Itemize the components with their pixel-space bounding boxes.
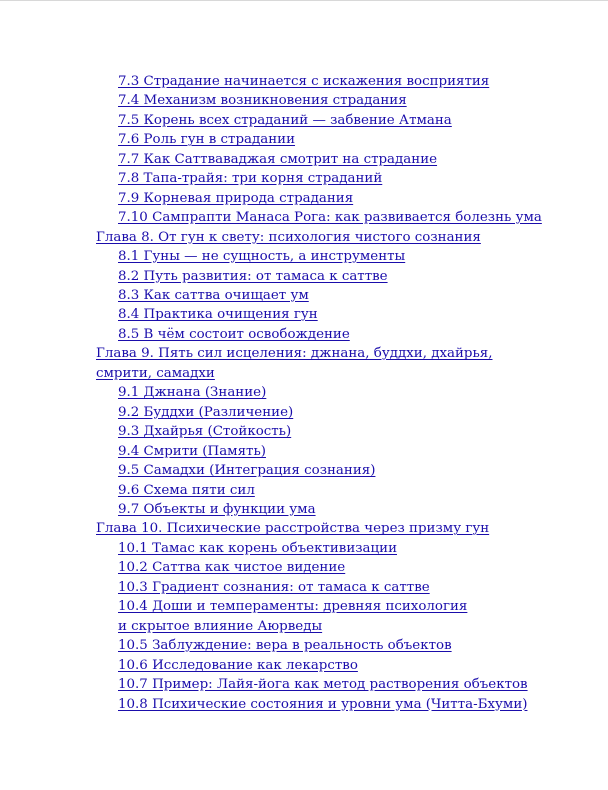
toc-section-link[interactable]: 7.6 Роль гун в страдании: [118, 132, 296, 148]
toc-section-link[interactable]: 7.4 Механизм возникновения страдания: [118, 93, 407, 109]
toc-section-link[interactable]: 10.1 Тамас как корень объективизации: [118, 540, 397, 556]
toc-section-link[interactable]: 7.5 Корень всех страданий — забвение Атмана: [118, 112, 452, 128]
toc-section-link[interactable]: 10.8 Психические состояния и уровни ума (Читта-Бхуми): [118, 696, 528, 712]
toc-chapter-link[interactable]: Глава 10. Психические расстройства через призму гун: [96, 521, 490, 537]
toc-section-link[interactable]: 9.7 Объекты и функции ума: [118, 501, 316, 517]
toc-section-link[interactable]: 9.3 Дхайрья (Стойкость): [118, 424, 292, 440]
table-of-contents: [0, 72, 608, 714]
toc-section-link[interactable]: 7.3 Страдание начинается с искажения восприятия: [118, 74, 490, 89]
toc-section-link[interactable]: 9.5 Самадхи (Интеграция сознания): [118, 463, 376, 479]
toc-section-link[interactable]: 7.7 Как Саттваваджая смотрит на страдание: [118, 151, 438, 167]
toc-section-link[interactable]: 8.4 Практика очищения гун: [118, 307, 318, 323]
toc-section-link[interactable]: 8.5 В чём состоит освобождение: [118, 326, 350, 342]
toc-section-link[interactable]: 8.3 Как саттва очищает ум: [118, 287, 309, 303]
toc-section-link[interactable]: 7.10 Сампрапти Манаса Рога: как развивается болезнь ума: [118, 210, 542, 226]
toc-section-link[interactable]: 10.3 Градиент сознания: от тамаса к саттве: [118, 579, 430, 595]
toc-section-link[interactable]: 9.4 Смрити (Память): [118, 443, 266, 459]
toc-section-link[interactable]: 8.2 Путь развития: от тамаса к саттве: [118, 268, 388, 284]
toc-section-link[interactable]: 8.1 Гуны — не сущность, а инструменты: [118, 249, 406, 265]
toc-section-link[interactable]: 10.6 Исследование как лекарство: [118, 657, 358, 673]
toc-section-link[interactable]: 9.1 Джнана (Знание): [118, 385, 267, 401]
page-top-border: [0, 0, 608, 1]
toc-section-link[interactable]: 10.2 Саттва как чистое видение: [118, 560, 346, 576]
toc-chapter-link[interactable]: Глава 8. От гун к свету: психология чистого сознания: [96, 229, 481, 245]
toc-chapter-link[interactable]: смрити, самадхи: [96, 365, 215, 381]
toc-section-link[interactable]: 7.8 Тапа-трайя: три корня страданий: [118, 171, 383, 187]
toc-section-link[interactable]: 9.2 Буддхи (Различение): [118, 404, 294, 420]
toc-section-link[interactable]: 9.6 Схема пяти сил: [118, 482, 255, 498]
toc-section-link[interactable]: 10.7 Пример: Лайя-йога как метод растворения объектов: [118, 677, 528, 693]
toc-chapter-link[interactable]: Глава 9. Пять сил исцеления: джнана, буддхи, дхайрья,: [96, 346, 493, 362]
toc-section-link[interactable]: 10.4 Доши и темпераменты: древняя психология: [118, 599, 468, 615]
toc-section-link[interactable]: 10.5 Заблуждение: вера в реальность объектов: [118, 638, 452, 654]
toc-section-link[interactable]: 7.9 Корневая природа страдания: [118, 190, 354, 206]
toc-section-link[interactable]: и скрытое влияние Аюрведы: [118, 618, 323, 634]
